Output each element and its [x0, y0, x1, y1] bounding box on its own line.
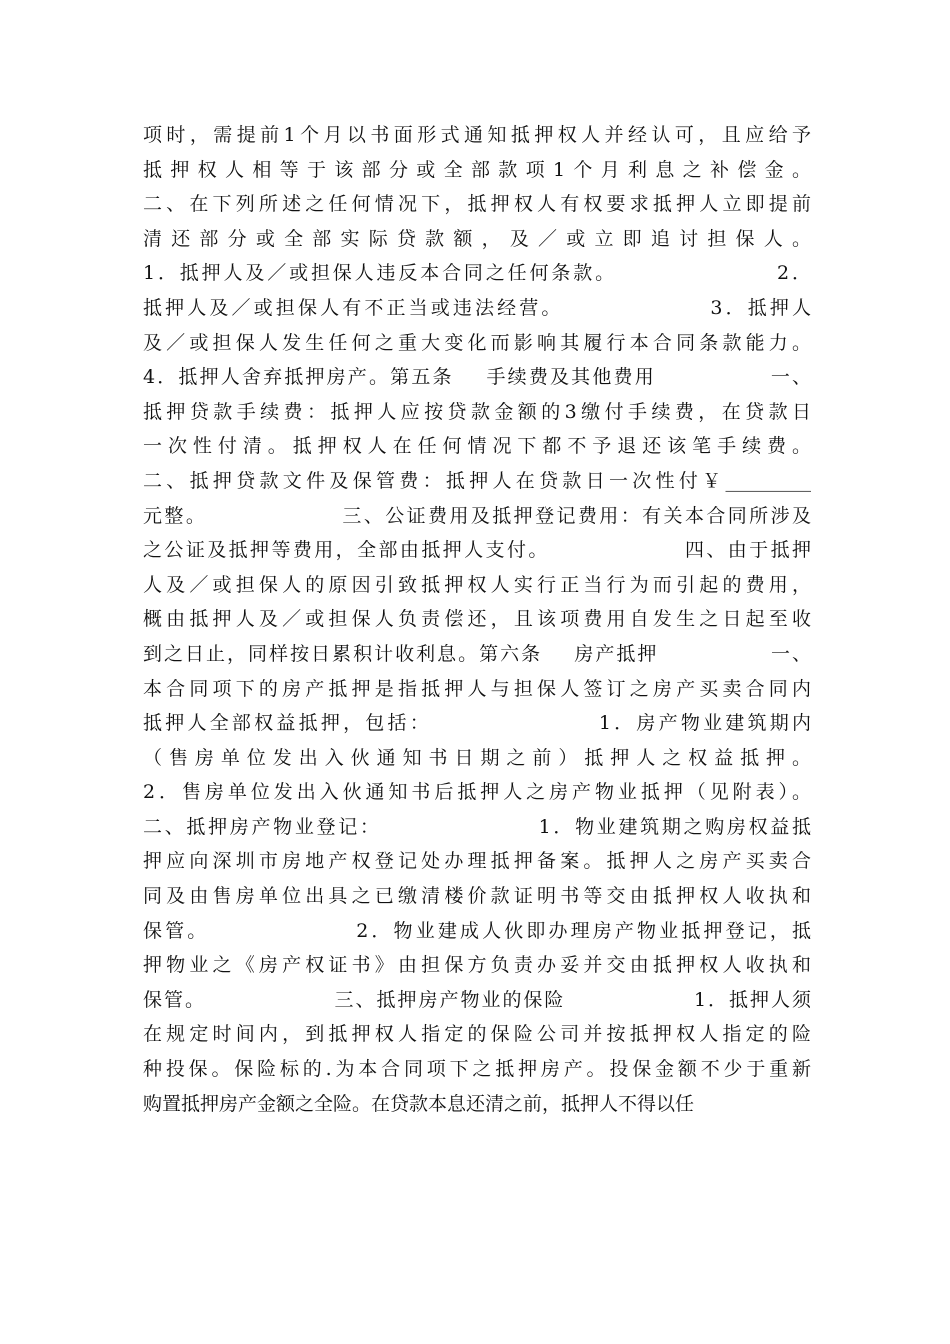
text-line: 概由抵押人及／或担保人负责偿还，且该项费用自发生之日起至收: [143, 608, 811, 631]
text-line: 及／或担保人发生任何之重大变化而影响其履行本合同条款能力。: [143, 331, 811, 354]
text-line: 购置抵押房产金额之全险。在贷款本息还清之前，抵押人不得以任: [143, 1092, 695, 1115]
text-line: 抵押贷款手续费：抵押人应按贷款金额的3缴付手续费，在贷款日: [143, 400, 811, 423]
text-line: 二、抵押贷款文件及保管费：抵押人在贷款日一次性付￥_________: [143, 469, 811, 492]
text-line: 保管。 三、抵押房产物业的保险 1．抵押人须: [143, 988, 811, 1011]
text-line: 保管。 2．物业建成人伙即办理房产物业抵押登记，抵: [143, 919, 811, 942]
text-line: 项时，需提前1个月以书面形式通知抵押权人并经认可，且应给予: [143, 124, 811, 146]
text-line: 二、在下列所述之任何情况下，抵押权人有权要求抵押人立即提前: [143, 193, 811, 216]
text-line: 到之日止，同样按日累积计收利息。第六条 房产抵押 一、: [143, 642, 811, 665]
text-line: 押物业之《房产权证书》由担保方负责办妥并交由抵押权人收执和: [143, 954, 811, 977]
text-line: 元整。 三、公证费用及抵押登记费用：有关本合同所涉及: [143, 504, 811, 527]
text-line: 人及／或担保人的原因引致抵押权人实行正当行为而引起的费用，: [143, 573, 811, 596]
text-line: 之公证及抵押等费用，全部由抵押人支付。 四、由于抵押: [143, 539, 811, 562]
text-line: 押应向深圳市房地产权登记处办理抵押备案。抵押人之房产买卖合: [143, 850, 811, 873]
text-line: 一次性付清。抵押权人在任何情况下都不予退还该笔手续费。: [143, 435, 811, 458]
text-line: 抵押权人相等于该部分或全部款项1个月利息之补偿金。: [143, 158, 811, 181]
text-line: 清还部分或全部实际贷款额，及／或立即追讨担保人。: [143, 227, 811, 250]
text-line: 抵押人及／或担保人有不正当或违法经营。 3．抵押人: [143, 296, 811, 319]
text-line: （售房单位发出入伙通知书日期之前）抵押人之权益抵押。: [143, 746, 811, 769]
text-line: 在规定时间内，到抵押权人指定的保险公司并按抵押权人指定的险: [143, 1023, 811, 1046]
text-line: 二、抵押房产物业登记： 1．物业建筑期之购房权益抵: [143, 815, 811, 838]
text-line: 2．售房单位发出入伙通知书后抵押人之房产物业抵押（见附表）。: [143, 781, 811, 804]
text-line: 4．抵押人舍弃抵押房产。第五条 手续费及其他费用 一、: [143, 366, 811, 389]
text-line: 抵押人全部权益抵押，包括： 1．房产物业建筑期内: [143, 712, 811, 735]
text-line: 1．抵押人及／或担保人违反本合同之任何条款。 2．: [143, 262, 811, 285]
body-text: [143, 118, 811, 1121]
text-line: 同及由售房单位出具之已缴清楼价款证明书等交由抵押权人收执和: [143, 885, 811, 908]
text-line: 本合同项下的房产抵押是指抵押人与担保人签订之房产买卖合同内: [143, 677, 811, 700]
text-line: 种投保。保险标的.为本合同项下之抵押房产。投保金额不少于重新: [143, 1058, 811, 1081]
